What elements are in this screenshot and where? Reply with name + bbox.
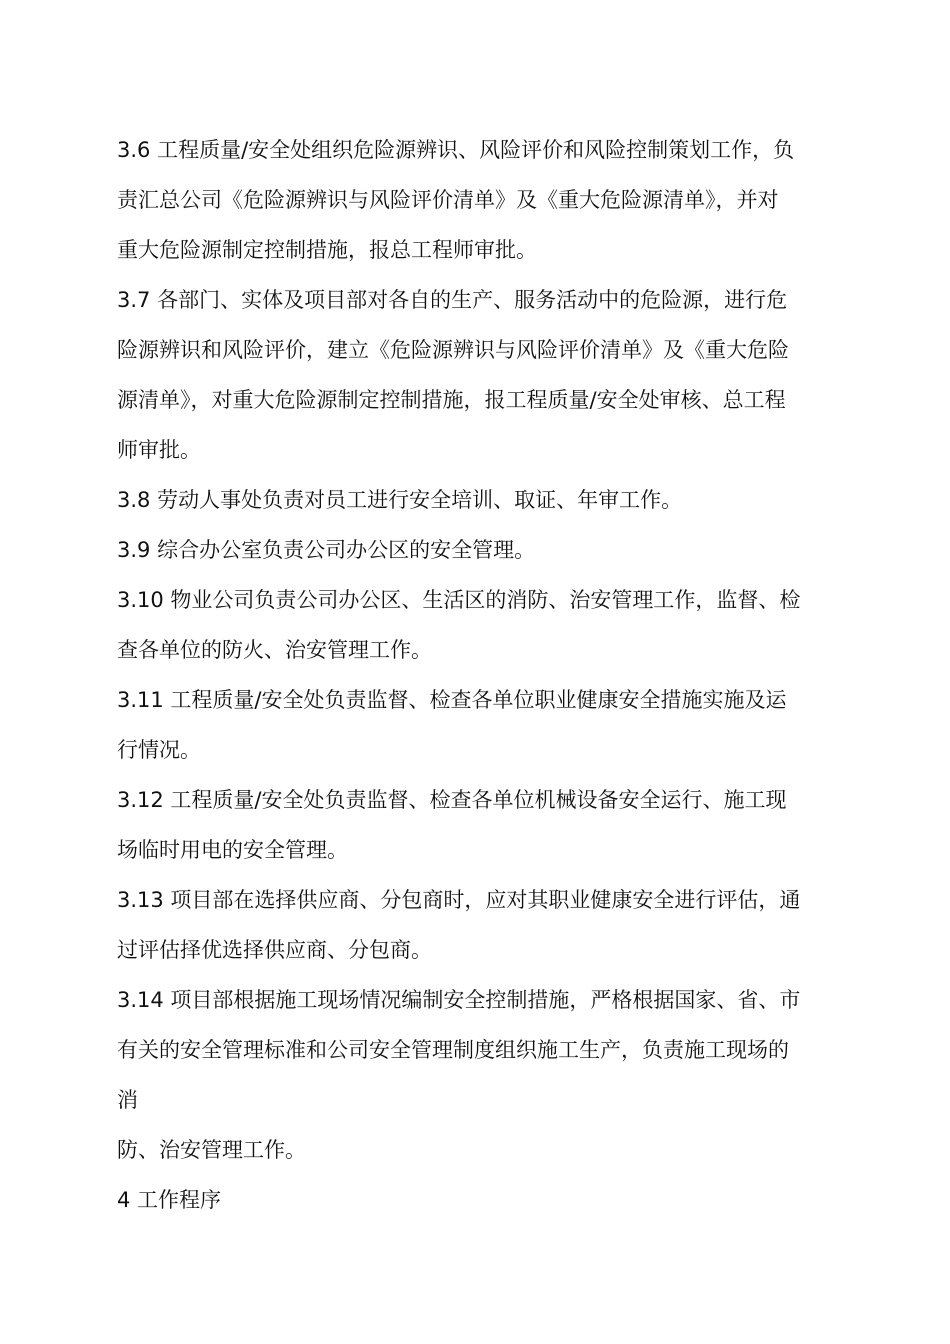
text-line-3-10-a: 3.10 物业公司负责公司办公区、生活区的消防、治安管理工作，监督、检	[117, 588, 801, 612]
text-line-3-12-b: 场临时用电的安全管理。	[117, 838, 348, 862]
text-line-3-6-b: 责汇总公司《危险源辨识与风险评价清单》及《重大危险源清单》，并对	[117, 188, 779, 212]
text-line-3-6-c: 重大危险源制定控制措施，报总工程师审批。	[117, 238, 537, 262]
text-line-3-8: 3.8 劳动人事处负责对员工进行安全培训、取证、年审工作。	[117, 488, 683, 512]
text-line-3-11-b: 行情况。	[117, 738, 201, 762]
text-line-3-13-a: 3.13 项目部在选择供应商、分包商时，应对其职业健康安全进行评估，通	[117, 888, 801, 912]
text-line-3-14-d: 防、治安管理工作。	[117, 1138, 306, 1162]
text-line-3-7-a: 3.7 各部门、实体及项目部对各自的生产、服务活动中的危险源，进行危	[117, 288, 788, 312]
text-line-3-11-a: 3.11 工程质量/安全处负责监督、检查各单位职业健康安全措施实施及运	[117, 688, 787, 712]
text-line-3-9: 3.9 综合办公室负责公司办公区的安全管理。	[117, 538, 536, 562]
text-line-3-10-b: 查各单位的防火、治安管理工作。	[117, 638, 432, 662]
text-line-3-7-c: 源清单》，对重大危险源制定控制措施，报工程质量/安全处审核、总工程	[117, 388, 786, 412]
text-line-3-7-b: 险源辨识和风险评价，建立《危险源辨识与风险评价清单》及《重大危险	[117, 338, 789, 362]
text-line-3-14-b: 有关的安全管理标准和公司安全管理制度组织施工生产，负责施工现场的	[117, 1038, 789, 1062]
text-line-3-6-a: 3.6 工程质量/安全处组织危险源辨识、风险评价和风险控制策划工作，负	[117, 138, 795, 162]
text-line-3-7-d: 师审批。	[117, 438, 201, 462]
section-heading-4: 4 工作程序	[117, 1188, 222, 1212]
text-line-3-12-a: 3.12 工程质量/安全处负责监督、检查各单位机械设备安全运行、施工现	[117, 788, 787, 812]
text-line-3-14-a: 3.14 项目部根据施工现场情况编制安全控制措施，严格根据国家、省、市	[117, 988, 801, 1012]
text-line-3-14-c: 消	[117, 1088, 138, 1112]
text-line-3-13-b: 过评估择优选择供应商、分包商。	[117, 938, 432, 962]
